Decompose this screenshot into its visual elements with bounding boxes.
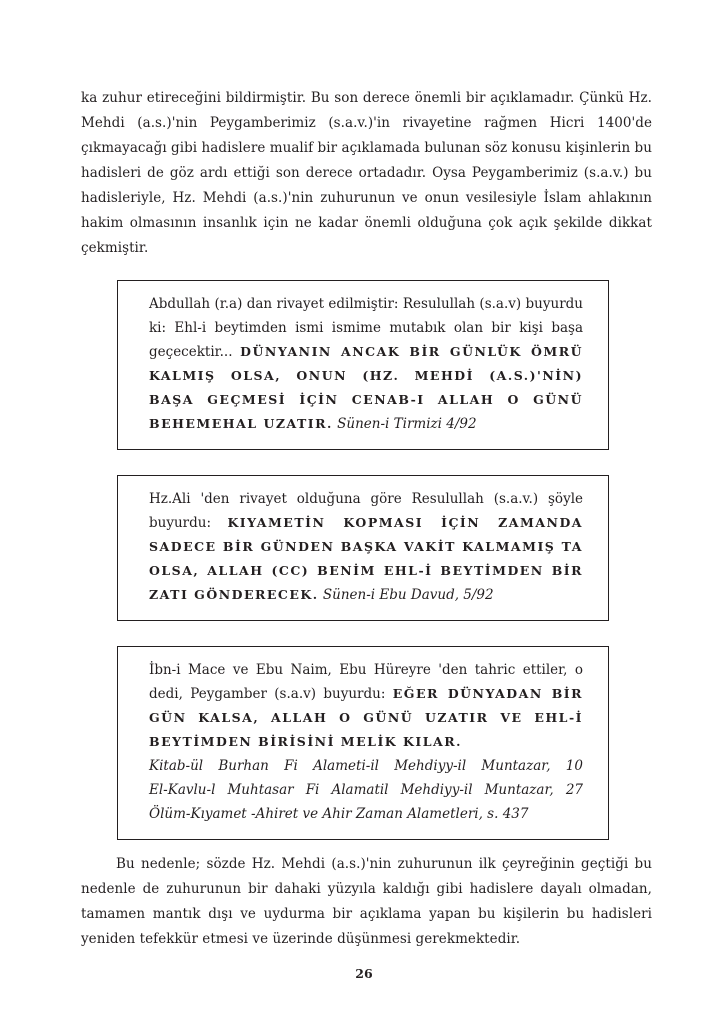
hadith-3-source-3: Ölüm-Kıyamet -Ahiret ve Ahir Zaman Alametleri, s. 437 [149,806,529,822]
hadith-1-source: Sünen-i Tirmizi 4/92 [332,416,477,432]
hadith-2-text: Hz.Ali 'den rivayet olduğuna göre Resulullah (s.a.v.) şöyle buyurdu: [149,491,583,531]
hadith-3 [149,658,583,754]
closing-paragraph: Bu nedenle; sözde Hz. Mehdi (a.s.)'nin zuhurunun ilk çeyreğinin geçtiği bu nedenle de zuhurunun bir dahaki yüzyıla kaldığı gibi hadislere dayalı olmadan, tamamen mantık dışı ve uydurma bir açıklama yapan bu kişilerin bu hadisleri yeniden tefekkür etmesi ve üzerinde düşünmesi gerekmektedir. [81,856,652,947]
hadith-3-emphasis: EĞER DÜNYADAN BİR GÜN KALSA, ALLAH O GÜNÜ UZATIR VE EHL-İ BEYTİMDEN BİRİSİNİ MELİK KILAR. [149,686,584,749]
hadith-3-source-1: Kitab-ül Burhan Fi Alameti-il Mehdiyy-il Muntazar, 10 [149,758,583,774]
hadith-2-emphasis: KIYAMETİN KOPMASI İÇİN ZAMANDA SADECE BİR GÜNDEN BAŞKA VAKİT KALMAMIŞ TA OLSA, ALLAH (CC) BENİM EHL-İ BEYTİMDEN BİR ZATI GÖNDERECEK. [149,515,583,602]
hadith-box-3 [117,646,609,840]
hadith-3-source-2: El-Kavlu-l Muhtasar Fi Alamatil Mehdiyy-il Muntazar, 27 [149,782,583,798]
hadith-1 [149,292,583,436]
hadith-1-emphasis: DÜNYANIN ANCAK BİR GÜNLÜK ÖMRÜ KALMIŞ OLSA, ONUN (HZ. MEHDİ (A.S.)'NİN) BAŞA GEÇMESİ İÇİN CENAB-I ALLAH O GÜNÜ BEHEMEHAL UZATIR. [149,344,583,431]
page-content [81,86,652,952]
hadith-box-2 [117,475,609,621]
hadith-box-1 [117,280,609,450]
intro-paragraph: ka zuhur etireceğini bildirmiştir. Bu son derece önemli bir açıklamadır. Çünkü Hz. Mehdi (a.s.)'nin Peygamberimiz (s.a.v.)'in rivayetine rağmen Hicri 1400'de çıkmayacağı gibi hadislere mualif bir açıklamada bulunan söz konusu kişinlerin bu hadisleri de göz ardı ettiği son derece ortadadır. Oysa Peygamberimiz (s.a.v.) bu hadisleriyle, Hz. Mehdi (a.s.)'nin zuhurunun ve onun vesilesiyle İslam ahlakının hakim olmasının insanlık için ne kadar önemli olduğuna çok açık şekilde dikkat çekmiştir. [81,90,652,256]
page-number: 26 [355,966,373,981]
hadith-1-text: Abdullah (r.a) dan rivayet edilmiştir: Resulullah (s.a.v) buyurdu ki: Ehl-i beytimden ismi ismime mutabık olan bir kişi başa geçecektir... [149,296,583,360]
hadith-2-source: Sünen-i Ebu Davud, 5/92 [318,587,494,603]
hadith-2 [149,487,583,607]
hadith-3-text: İbn-i Mace ve Ebu Naim, Ebu Hüreyre 'den tahric ettiler, o dedi, Peygamber (s.a.v) buyurdu: [149,662,583,702]
